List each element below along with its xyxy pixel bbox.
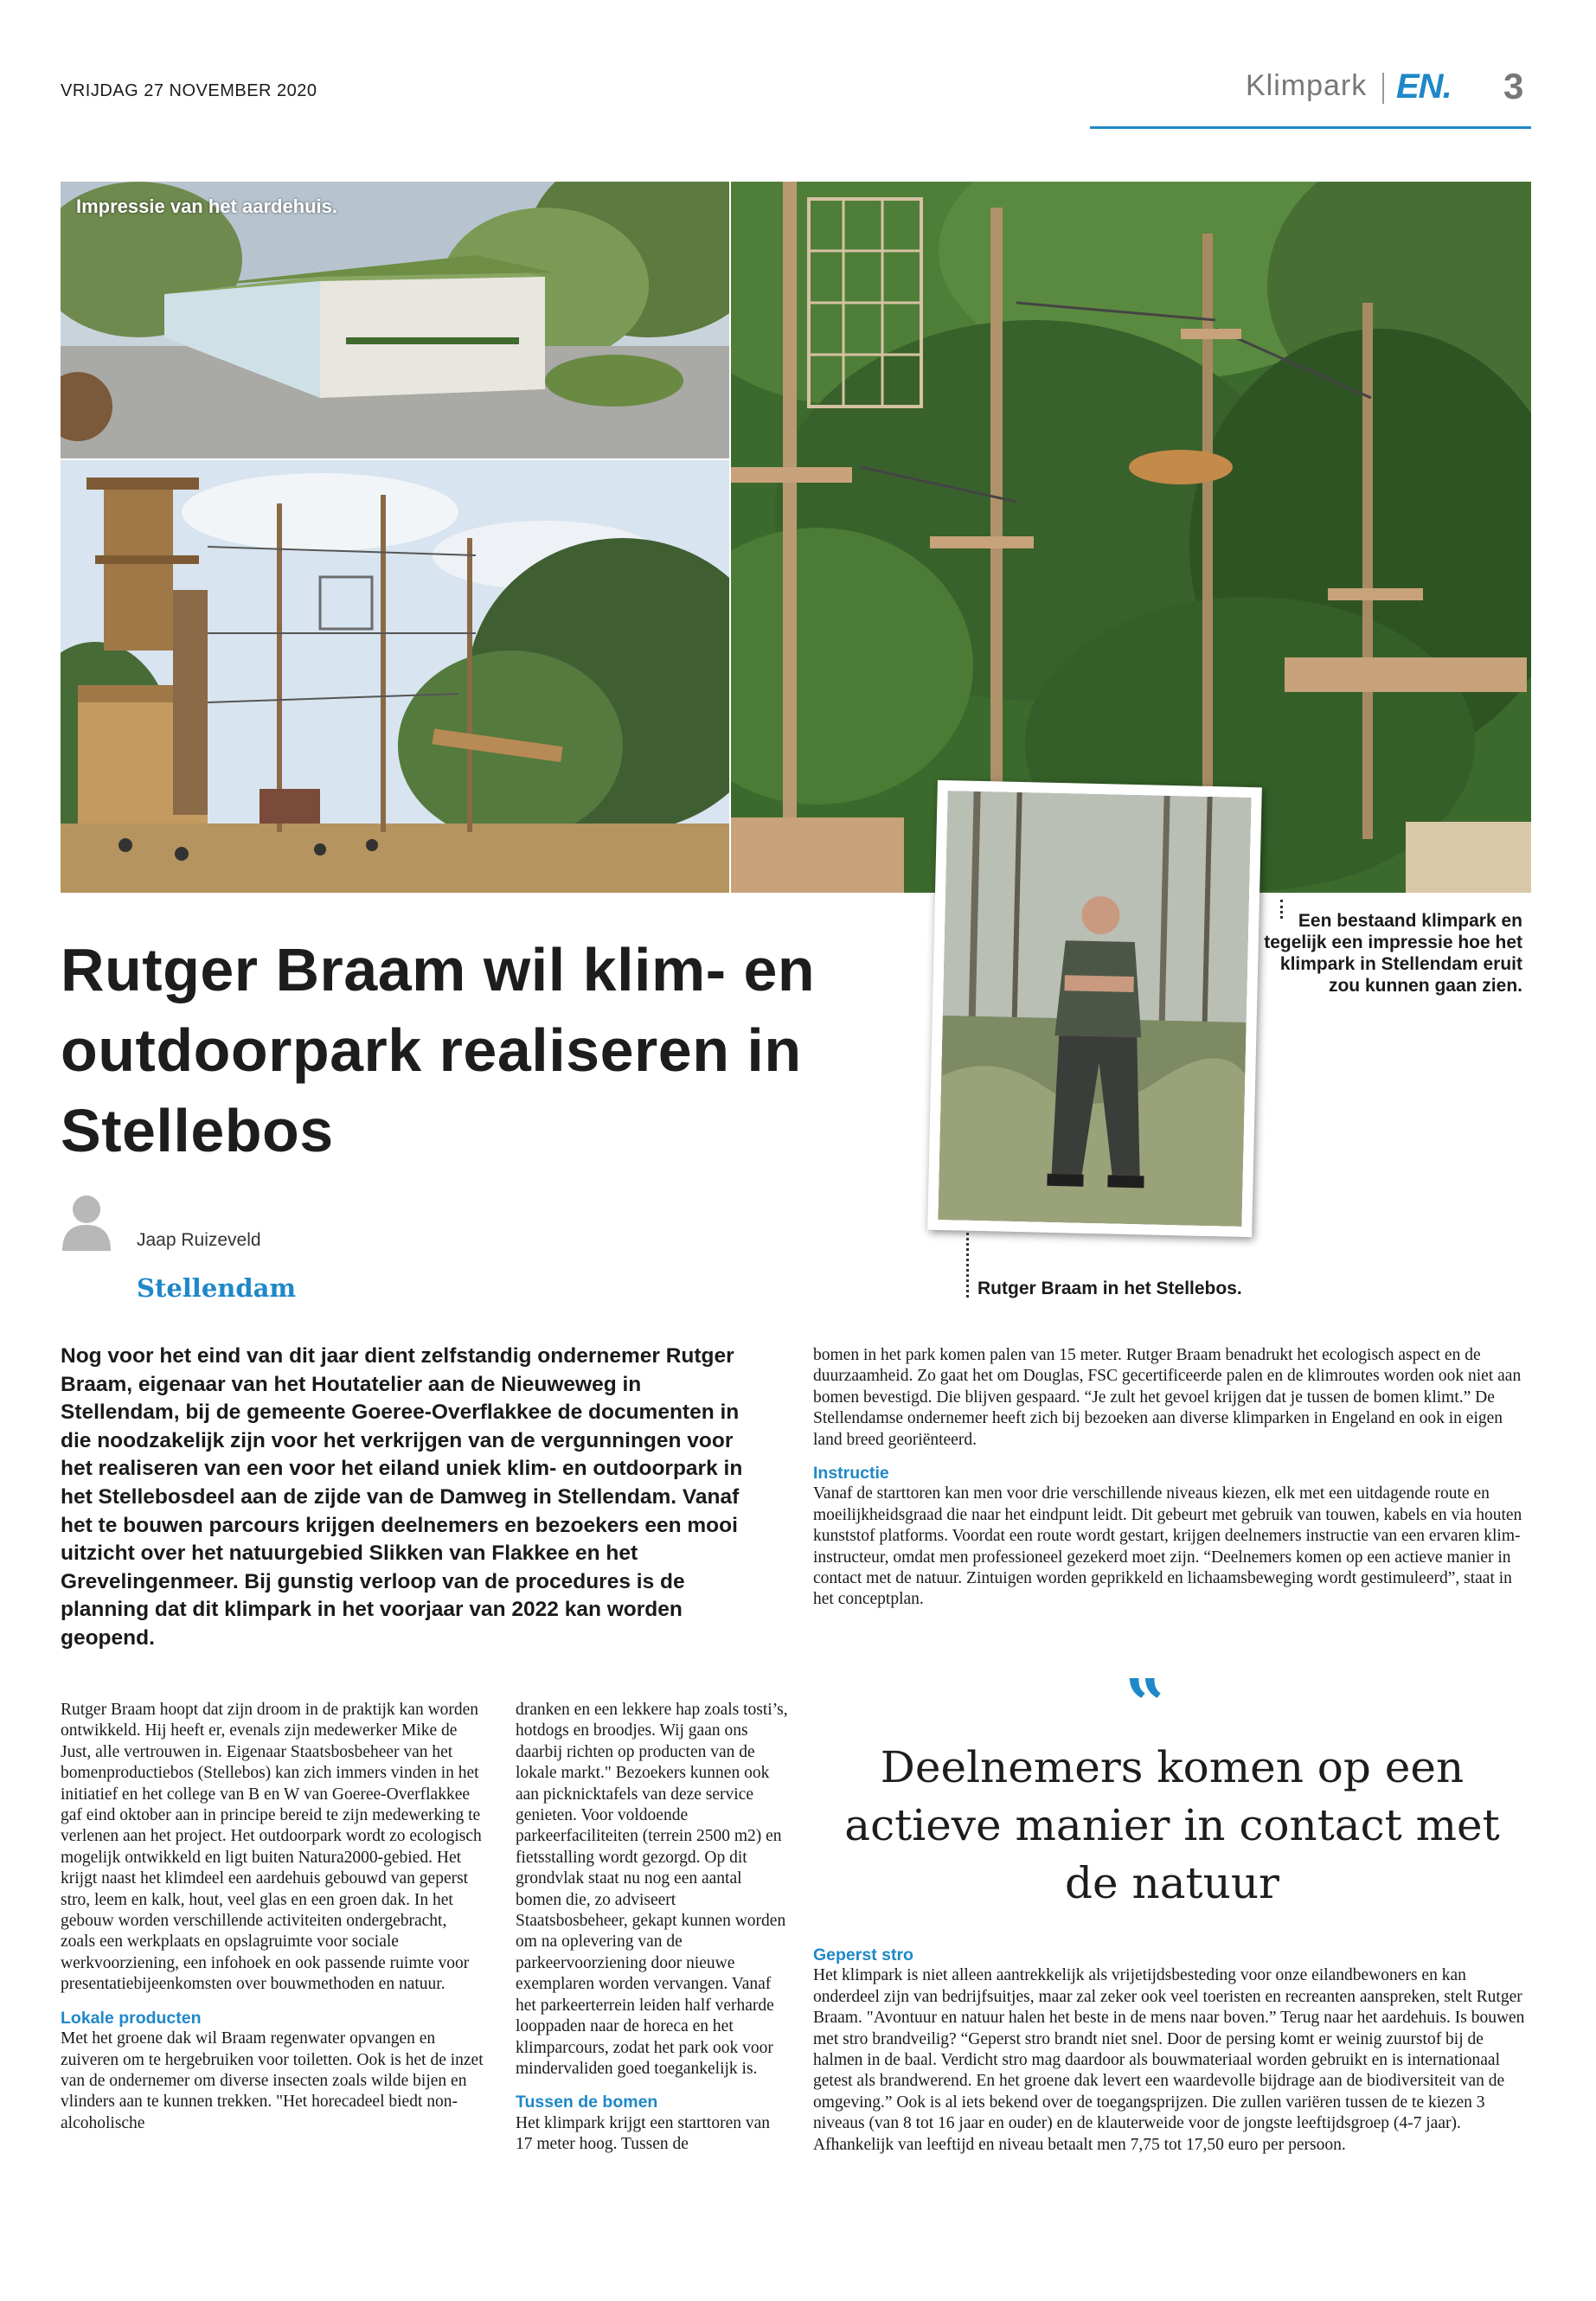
subheading-tussen-de-bomen: Tussen de bomen (516, 2093, 658, 2112)
paragraph: Met het groene dak wil Braam regenwater opvangen en zuiveren om te hergebruiken voor toiletten. Ook is het de inzet van de ondernemer om diverse insecten zoals wilde bijen en vlinders aan te kunnen trekken. "Het horecadeel biedt non-alcoholische (61, 2029, 484, 2132)
paragraph: bomen in het park komen palen van 15 meter. Rutger Braam benadrukt het ecologisch aspect en de duurzaamheid. Zo gaat het om Douglas, FSC gecertificeerde palen en de klimroutes worden ook niet aan bomen bevestigd. Die blijven gespaard. “Je zult het gevoel krijgen dat je tussen de bomen klimt.” De Stellendamse ondernemer heeft zich bij bezoeken aan diverse klimparken in Engeland en ook in eigen land breed georiënteerd. (813, 1346, 1522, 1449)
subheading-lokale-producten: Lokale producten (61, 2008, 202, 2028)
page-number: 3 (1503, 66, 1524, 106)
article-headline: Rutger Braam wil klim- en outdoorpark realiseren in Stellebos (61, 936, 816, 1164)
paragraph: Het klimpark is niet alleen aantrekkelijk als vrijetijdsbesteding voor onze eilandbewoners en kan onderdeel zijn van bedrijfsuitjes, maar zal zeker ook veel toeristen en recreanten aanspreken, stelt Rutger Braam. "Avontuur en natuur halen het beste in de mens naar boven.” Terug naar het aardehuis. Is bouwen met stro brandveilig? “Geperst stro brandt niet snel. Door de persing komt er weinig zuurstof bij de halmen in de baal. Verdicht stro mag daardoor als bouwmateriaal worden gebruikt en is internationaal getest als brandwerend. En het groene dak levert een waardevolle bijdrage aan de biodiversiteit van de omgeving.” Ook is al iets bekend over de toegangsprijzen. Die zullen variëren tussen de te kiezen 3 niveaus (van 8 tot 16 jaar en ouder) en de klauterweide voor de jongste leeftijdsgroep (4-7 jaar). Afhankelijk van leeftijd en niveau betaalt men 7,75 tot 17,50 euro per persoon. (813, 1966, 1525, 2154)
body-column-3-bottom (813, 1945, 1531, 2156)
article-lead: Nog voor het eind van dit jaar dient zelfstandig ondernemer Rutger Braam, eigenaar van het Houtatelier aan de Nieuweweg in Stellendam, bij de gemeente Goeree-Overflakkee de documenten in die noodzakelijk zijn voor het verkrijgen van de vergunningen voor het realiseren van een voor het eiland uniek klim- en outdoorpark in het Stellebosdeel aan de zijde van de Damweg in Stellendam. Vanaf het te bouwen parcours krijgen deelnemers en bezoekers een mooi uitzicht over het natuurgebied Slikken van Flakkee en het Grevelingenmeer. Bij gunstig verloop van de procedures is de planning dat dit klimpark in het voorjaar van 2022 kan worden geopend. (61, 1344, 743, 1650)
subheading-instructie: Instructie (813, 1464, 889, 1484)
newspaper-logo: EN. (1396, 67, 1452, 106)
park-caption: Een bestaand klimpark en tegelijk een impressie hoe het klimpark in Stellendam eruit zou kunnen gaan zien. (1264, 911, 1522, 996)
paragraph: dranken en een lekkere hap zoals tosti’s, hotdogs en broodjes. Wij gaan ons daarbij richten op producten van de lokale markt." Bezoekers kunnen ook aan picknicktafels van deze service genieten. Voor voldoende parkeerfaciliteiten (terrein 2500 m2) en fietsstalling wordt gezorgd. Op dit grondvlak staat nu nog een aantal bomen die, zo adviseert Staatsbosbeheer, gekapt kunnen worden om na oplevering van de parkeervoorziening door nieuwe exemplaren worden vervangen. Vanaf het parkeerterrein leiden half verharde looppaden naar de horeca en het klimparcours, zodat het park ook voor mindervaliden goed toegankelijk is. (516, 1701, 788, 2078)
author-name: Jaap Ruizeveld (137, 1230, 261, 1250)
body-column-3-top (813, 1345, 1531, 1611)
issue-date: VRIJDAG 27 NOVEMBER 2020 (61, 81, 317, 100)
portrait-caption-pointer (966, 1233, 969, 1298)
portrait-caption: Rutger Braam in het Stellebos. (977, 1279, 1242, 1298)
aardehuis-impression-photo (61, 182, 729, 458)
paragraph: Het klimpark krijgt een starttoren van 17 meter hoog. Tussen de (516, 2113, 771, 2154)
body-column-1 (61, 1700, 484, 2134)
quote-mark-icon: ‟ (1126, 1663, 1167, 1745)
section-title: Klimpark (1246, 69, 1368, 102)
pull-quote: Deelnemers komen op een actieve manier in contact met de natuur (844, 1742, 1500, 1908)
header-rule (1090, 126, 1531, 129)
body-column-2 (516, 1700, 791, 2156)
portrait-photo-frame (927, 780, 1262, 1237)
dateline: Stellendam (137, 1273, 297, 1303)
header-separator (1382, 73, 1384, 104)
paragraph: Vanaf de starttoren kan men voor drie verschillende niveaus kiezen, elk met een uitdagende route en moeilijkheidsgraad die naar het eindpunt leidt. Dit gebeurt met gebruik van touwen, kabels en via houten kunststof platforms. Voordat een route wordt gestart, krijgen deelnemers instructie van een ervaren kliminstructeur, omdat men professioneel gezekerd moet zijn. “Deelnemers komen op een actieve manier in contact met de natuur. Zintuigen worden geprikkeld en lichaamsbeweging wordt gestimuleerd”, staat in het conceptplan. (813, 1484, 1522, 1609)
paragraph: Rutger Braam hoopt dat zijn droom in de praktijk kan worden ontwikkeld. Hij heeft er, evenals zijn medewerker Mike de Just, alle vertrouwen in. Eigenaar Staatsbosbeheer van het bomenproductiebos (Stellebos) kan zich immers vinden in het initiatief en het college van B en W van Goeree-Overflakkee gaf eind oktober aan in principe bereid te zijn medewerking te verlenen aan het project. Het outdoorpark wordt zo ecologisch mogelijk ontwikkeld en ligt buiten Natura2000-gebied. Het krijgt naast het klimdeel een aardehuis gebouwd van geperst stro, leem en kalk, hout, veel glas en een groen dak. In het gebouw worden verschillende activiteiten ondergebracht, zoals een werkplaats en opslagruimte voor sociale werkvoorziening, een infohoek en ook passende ruimte voor presentatiebijeenkomsten over bouwmethoden en natuur. (61, 1701, 482, 1994)
aardehuis-caption: Impressie van het aardehuis. (76, 195, 338, 217)
climbing-park-tower-photo (61, 460, 729, 893)
portrait-rutger-braam-photo (938, 791, 1251, 1227)
author-avatar-icon (62, 1194, 111, 1251)
subheading-geperst-stro: Geperst stro (813, 1945, 913, 1965)
